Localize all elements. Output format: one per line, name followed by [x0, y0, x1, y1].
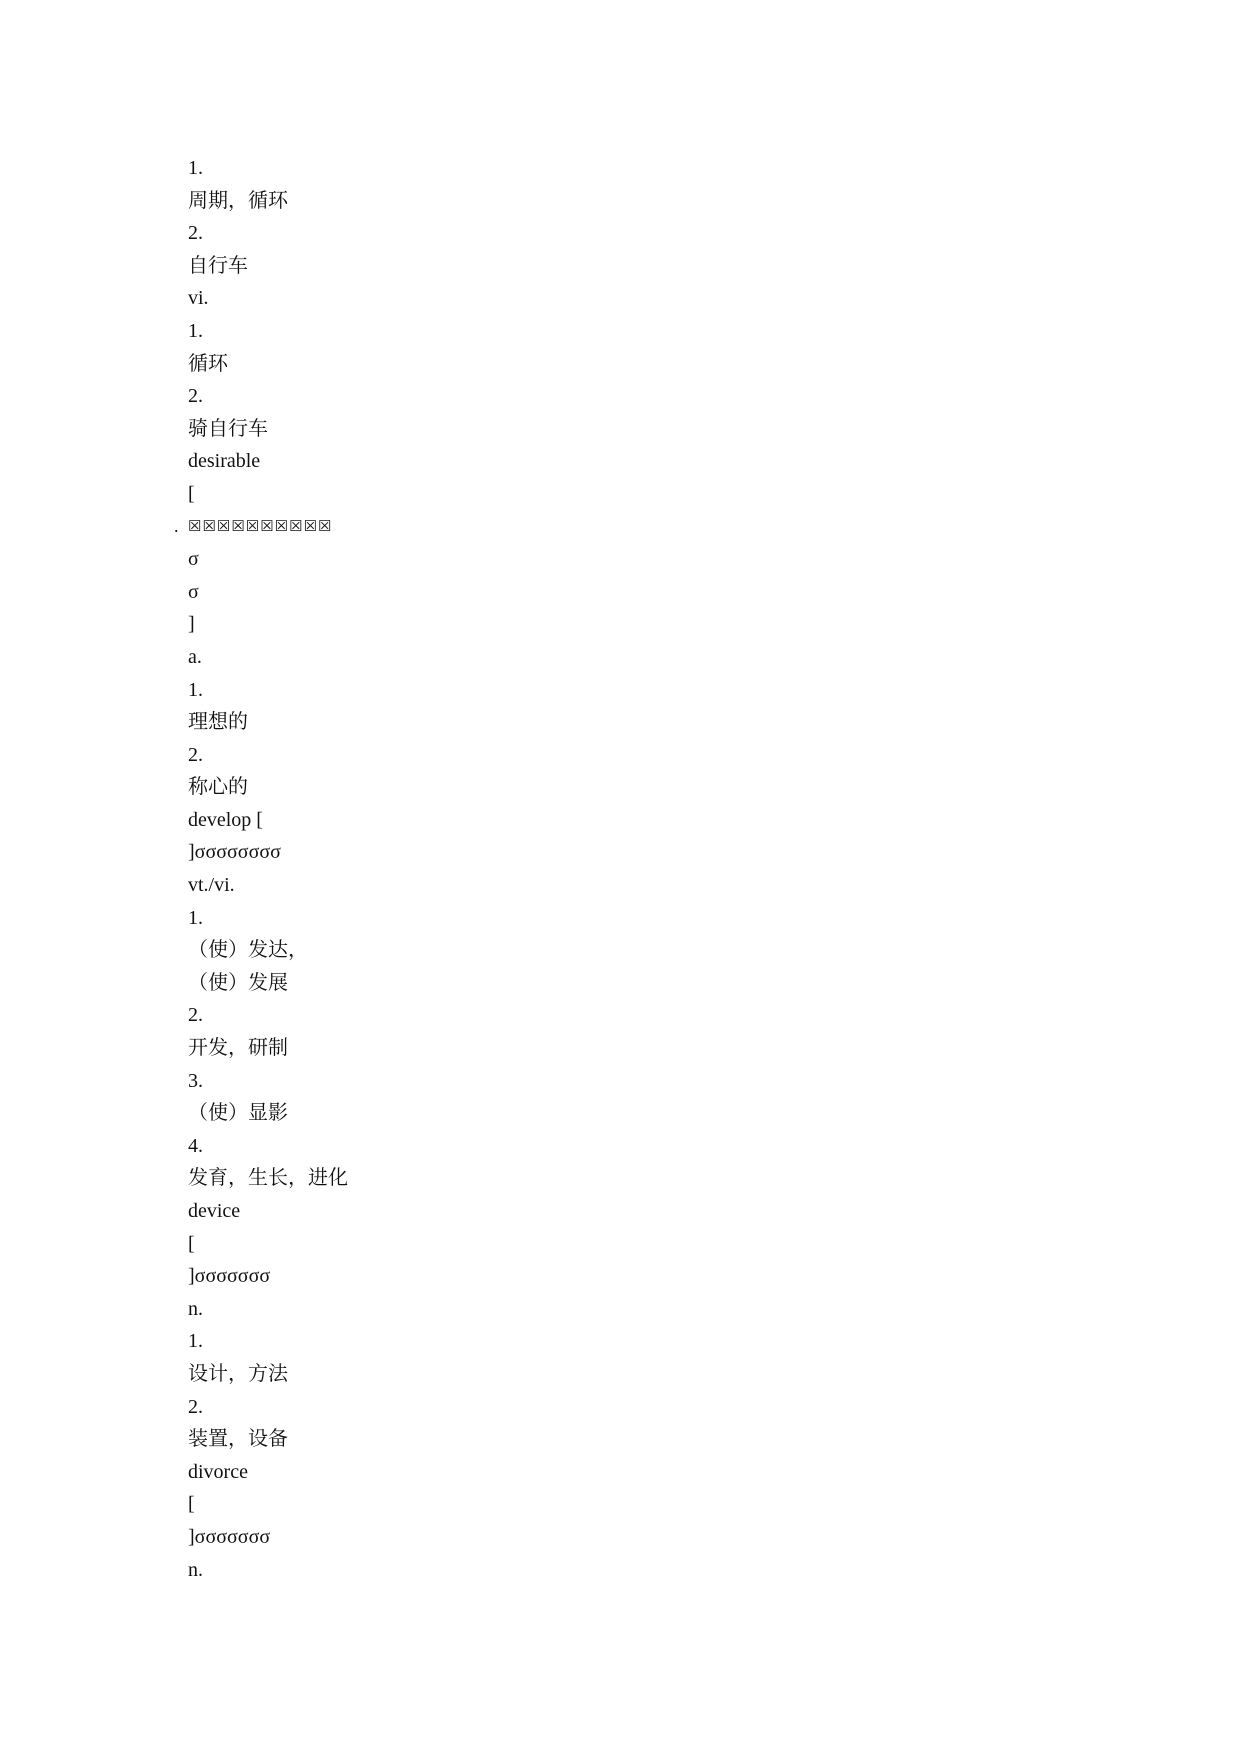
text-line: （使）发展: [188, 971, 288, 994]
stray-mark: .: [174, 516, 179, 536]
text-line: 1.: [188, 906, 203, 929]
text-line: device: [188, 1200, 241, 1222]
text-line: 发育，生长，进化: [188, 1167, 348, 1190]
text-line: 2.: [188, 743, 203, 766]
text-line: ]σσσσσσσ: [188, 1265, 271, 1288]
text-line: 1.: [188, 319, 203, 342]
text-line: 周期，循环: [188, 189, 288, 212]
text-line: 自行车: [188, 254, 248, 277]
text-line: desirable: [188, 450, 261, 473]
text-line: 循环: [188, 352, 228, 375]
text-line: n.: [188, 1558, 203, 1581]
text-line: ]σσσσσσσσ: [188, 841, 281, 864]
text-line: （使）显影: [188, 1102, 288, 1125]
text-line: 装置，设备: [188, 1428, 288, 1451]
text-line: ☒☒☒☒☒☒☒☒☒☒: [188, 518, 333, 535]
text-line: 2.: [188, 385, 203, 408]
text-line: [: [188, 482, 195, 505]
text-line: vt./vi.: [188, 874, 235, 897]
text-line: 理想的: [188, 711, 248, 734]
text-line: ]σσσσσσσ: [188, 1525, 271, 1548]
text-line: 1.: [188, 678, 203, 701]
text-line: 3.: [188, 1069, 203, 1092]
text-line: σ: [188, 548, 199, 571]
text-line: （使）发达，: [188, 939, 308, 962]
text-line: 设计，方法: [188, 1362, 288, 1385]
text-line: develop [: [188, 808, 263, 831]
text-line: ]: [188, 613, 195, 636]
text-line: σ: [188, 580, 199, 603]
text-line: 1.: [188, 1330, 203, 1353]
text-column: [188, 152, 788, 1586]
text-line: divorce: [188, 1460, 248, 1483]
text-line: [: [188, 1232, 195, 1255]
text-line: [: [188, 1493, 195, 1516]
text-line: 称心的: [188, 776, 248, 799]
text-line: 开发，研制: [188, 1037, 288, 1060]
text-line: a.: [188, 645, 202, 668]
text-line: 2.: [188, 1395, 203, 1418]
text-line: n.: [188, 1297, 203, 1320]
text-line: 4.: [188, 1134, 203, 1157]
text-line: 骑自行车: [188, 417, 268, 440]
text-line: 2.: [188, 1004, 203, 1027]
text-line: 1.: [188, 157, 203, 179]
text-line: vi.: [188, 287, 209, 310]
text-line: 2.: [188, 222, 203, 245]
